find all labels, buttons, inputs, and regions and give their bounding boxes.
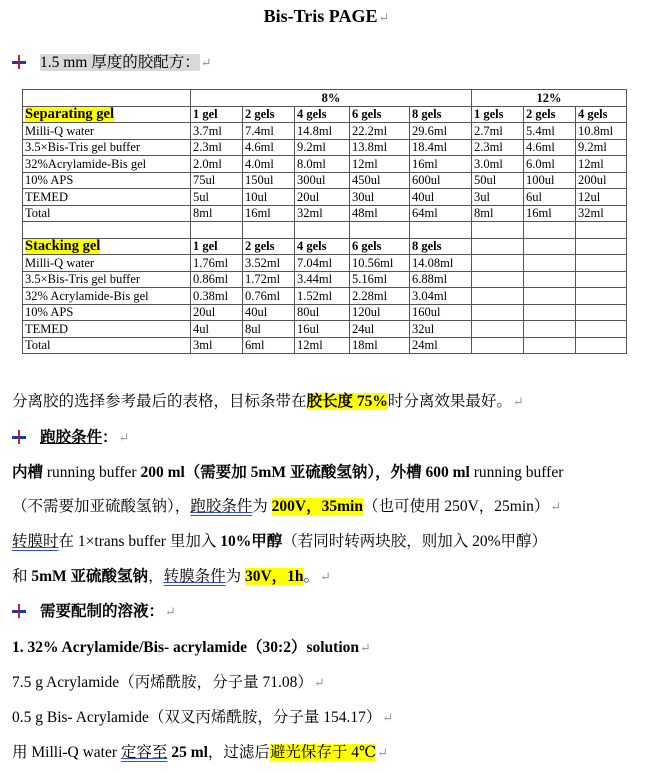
table-cell: 4.6ml bbox=[524, 139, 576, 156]
table-cell: 0.76ml bbox=[243, 288, 295, 305]
column-header: 2 gels bbox=[243, 238, 295, 255]
table-cell: 2.7ml bbox=[472, 123, 524, 140]
table-cell: 75ul bbox=[191, 172, 243, 189]
table-cell: 12ul bbox=[576, 189, 627, 206]
table-cell: 3ml bbox=[191, 337, 243, 354]
column-header: 1 gel bbox=[191, 238, 243, 255]
solution-line-4: 用 Milli-Q water 定容至 25 ml，过滤后避光保存于 4℃↵ bbox=[12, 744, 389, 761]
column-header: 8 gels bbox=[410, 238, 472, 255]
column-header: 6 gels bbox=[350, 238, 410, 255]
table-cell: 6.88ml bbox=[410, 271, 472, 288]
table-row bbox=[23, 90, 627, 107]
table-cell: 16ml bbox=[243, 205, 295, 222]
group-header-12: 12% bbox=[472, 90, 627, 107]
table-cell bbox=[524, 337, 576, 354]
column-header: 8 gels bbox=[410, 106, 472, 123]
column-header bbox=[472, 238, 524, 255]
separating-gel-label: Separating gel bbox=[25, 106, 115, 123]
column-header: 1 gels bbox=[472, 106, 524, 123]
stacking-header-row bbox=[23, 238, 627, 255]
table-row bbox=[23, 304, 627, 321]
run-line-2: （不需要加亚硫酸氢钠），跑胶条件为 200V，35min（也可使用 250V，25min）↵ bbox=[12, 498, 562, 515]
table-cell bbox=[472, 304, 524, 321]
table-cell: 8ml bbox=[472, 205, 524, 222]
table-cell: 16ul bbox=[295, 321, 350, 338]
reagent-name: 3.5×Bis-Tris gel buffer bbox=[23, 271, 191, 288]
table-cell: 7.4ml bbox=[243, 123, 295, 140]
table-cell: 9.2ml bbox=[295, 139, 350, 156]
table-cell bbox=[472, 288, 524, 305]
table-row bbox=[23, 222, 627, 239]
table-row bbox=[23, 189, 627, 206]
table-cell: 3.44ml bbox=[295, 271, 350, 288]
table-cell: 200ul bbox=[576, 172, 627, 189]
table-cell bbox=[576, 337, 627, 354]
reagent-name: 10% APS bbox=[23, 304, 191, 321]
reagent-name: 10% APS bbox=[23, 172, 191, 189]
table-cell: 1.72ml bbox=[243, 271, 295, 288]
table-cell bbox=[472, 255, 524, 272]
table-cell: 600ul bbox=[410, 172, 472, 189]
table-cell: 2.28ml bbox=[350, 288, 410, 305]
table-cell bbox=[576, 321, 627, 338]
table-cell: 20ul bbox=[191, 304, 243, 321]
table-row bbox=[23, 321, 627, 338]
table-cell bbox=[524, 321, 576, 338]
table-cell: 6ul bbox=[524, 189, 576, 206]
column-header: 4 gels bbox=[295, 106, 350, 123]
reagent-name: 3.5×Bis-Tris gel buffer bbox=[23, 139, 191, 156]
column-header bbox=[576, 238, 627, 255]
gel-recipe-table bbox=[22, 89, 627, 354]
table-row bbox=[23, 205, 627, 222]
table-cell: 4.0ml bbox=[243, 156, 295, 173]
table-cell: 80ul bbox=[295, 304, 350, 321]
table-cell: 8.0ml bbox=[295, 156, 350, 173]
column-header: 1 gel bbox=[191, 106, 243, 123]
bullet-icon bbox=[12, 430, 26, 444]
table-cell: 16ml bbox=[410, 156, 472, 173]
table-cell: 3.7ml bbox=[191, 123, 243, 140]
note-paragraph: 分离胶的选择参考最后的表格，目标条带在胶长度 75%时分离效果最好。↵ bbox=[12, 393, 524, 410]
separating-header-row bbox=[23, 106, 627, 123]
table-cell: 3.52ml bbox=[243, 255, 295, 272]
stacking-gel-label: Stacking gel bbox=[25, 238, 101, 255]
bullet-icon bbox=[12, 55, 26, 69]
table-cell: 8ul bbox=[243, 321, 295, 338]
table-cell: 40ul bbox=[243, 304, 295, 321]
table-cell: 12ml bbox=[350, 156, 410, 173]
table-cell: 1.52ml bbox=[295, 288, 350, 305]
table-cell: 0.86ml bbox=[191, 271, 243, 288]
table-cell bbox=[472, 321, 524, 338]
column-header: 4 gels bbox=[576, 106, 627, 123]
table-cell: 10ul bbox=[243, 189, 295, 206]
table-cell: 12ml bbox=[576, 156, 627, 173]
table-cell: 13.8ml bbox=[350, 139, 410, 156]
table-cell bbox=[576, 288, 627, 305]
table-cell: 24ul bbox=[350, 321, 410, 338]
table-cell bbox=[576, 255, 627, 272]
table-cell bbox=[524, 288, 576, 305]
table-row bbox=[23, 337, 627, 354]
table-cell: 64ml bbox=[410, 205, 472, 222]
table-cell: 120ul bbox=[350, 304, 410, 321]
table-cell: 7.04ml bbox=[295, 255, 350, 272]
section-heading-solutions: 需要配制的溶液：↵ bbox=[12, 599, 176, 621]
reagent-name: Total bbox=[23, 205, 191, 222]
table-cell: 18.4ml bbox=[410, 139, 472, 156]
table-cell bbox=[576, 304, 627, 321]
table-cell: 6.0ml bbox=[524, 156, 576, 173]
table-cell: 4ul bbox=[191, 321, 243, 338]
solution-line-1: 1. 32% Acrylamide/Bis- acrylamide（30:2）solution↵ bbox=[12, 639, 371, 656]
table-cell: 2.0ml bbox=[191, 156, 243, 173]
table-cell: 1.76ml bbox=[191, 255, 243, 272]
table-row bbox=[23, 172, 627, 189]
table-cell: 5ul bbox=[191, 189, 243, 206]
column-header: 2 gels bbox=[243, 106, 295, 123]
table-cell: 0.38ml bbox=[191, 288, 243, 305]
column-header: 6 gels bbox=[350, 106, 410, 123]
table-cell: 10.8ml bbox=[576, 123, 627, 140]
table-cell: 5.16ml bbox=[350, 271, 410, 288]
table-cell bbox=[524, 255, 576, 272]
table-cell: 9.2ml bbox=[576, 139, 627, 156]
table-cell: 48ml bbox=[350, 205, 410, 222]
solution-line-3: 0.5 g Bis- Acrylamide（双叉丙烯酰胺，分子量 154.17）↵ bbox=[12, 709, 394, 726]
table-cell: 3.0ml bbox=[472, 156, 524, 173]
stacking-gel-body bbox=[23, 255, 627, 354]
table-cell: 32ul bbox=[410, 321, 472, 338]
table-cell bbox=[576, 271, 627, 288]
table-cell: 6ml bbox=[243, 337, 295, 354]
table-cell: 32ml bbox=[576, 205, 627, 222]
reagent-name: Milli-Q water bbox=[23, 255, 191, 272]
table-cell: 100ul bbox=[524, 172, 576, 189]
table-cell: 160ul bbox=[410, 304, 472, 321]
run-line-4: 和 5mM 亚硫酸氢钠，转膜条件为 30V，1h。↵ bbox=[12, 568, 331, 585]
column-header: 2 gels bbox=[524, 106, 576, 123]
table-cell: 18ml bbox=[350, 337, 410, 354]
table-row bbox=[23, 123, 627, 140]
table-cell: 29.6ml bbox=[410, 123, 472, 140]
table-row bbox=[23, 156, 627, 173]
table-cell: 22.2ml bbox=[350, 123, 410, 140]
table-row bbox=[23, 255, 627, 272]
table-cell: 10.56ml bbox=[350, 255, 410, 272]
table-cell: 16ml bbox=[524, 205, 576, 222]
separating-gel-body bbox=[23, 123, 627, 222]
table-cell: 8ml bbox=[191, 205, 243, 222]
section-heading-run: 跑胶条件：↵ bbox=[12, 425, 129, 447]
table-cell bbox=[472, 337, 524, 354]
table-cell: 14.8ml bbox=[295, 123, 350, 140]
table-cell: 24ml bbox=[410, 337, 472, 354]
table-cell: 4.6ml bbox=[243, 139, 295, 156]
solution-line-2: 7.5 g Acrylamide（丙烯酰胺，分子量 71.08）↵ bbox=[12, 674, 325, 691]
table-row bbox=[23, 139, 627, 156]
run-line-1: 内槽 running buffer 200 ml（需要加 5mM 亚硫酸氢钠），外槽 600 ml running buffer bbox=[12, 464, 564, 481]
table-cell: 3ul bbox=[472, 189, 524, 206]
table-cell bbox=[524, 271, 576, 288]
table-cell bbox=[524, 304, 576, 321]
table-cell: 3.04ml bbox=[410, 288, 472, 305]
table-cell: 300ul bbox=[295, 172, 350, 189]
table-cell: 12ml bbox=[295, 337, 350, 354]
table-cell: 30ul bbox=[350, 189, 410, 206]
table-cell: 2.3ml bbox=[191, 139, 243, 156]
reagent-name: 32%Acrylamide-Bis gel bbox=[23, 156, 191, 173]
table-row bbox=[23, 271, 627, 288]
run-line-3: 转膜时在 1×trans buffer 里加入 10%甲醇（若同时转两块胶，则加入 20%甲醇） bbox=[12, 533, 548, 550]
group-header-8: 8% bbox=[191, 90, 472, 107]
table-cell bbox=[472, 271, 524, 288]
table-cell: 50ul bbox=[472, 172, 524, 189]
table-cell: 2.3ml bbox=[472, 139, 524, 156]
table-cell: 14.08ml bbox=[410, 255, 472, 272]
reagent-name: 32% Acrylamide-Bis gel bbox=[23, 288, 191, 305]
page-title: Bis-Tris PAGE↵ bbox=[263, 6, 390, 26]
table-cell: 5.4ml bbox=[524, 123, 576, 140]
reagent-name: Milli-Q water bbox=[23, 123, 191, 140]
table-cell: 450ul bbox=[350, 172, 410, 189]
section-heading-recipe: 1.5 mm 厚度的胶配方：↵ bbox=[12, 50, 212, 72]
table-cell: 32ml bbox=[295, 205, 350, 222]
bullet-icon bbox=[12, 604, 26, 618]
table-cell: 150ul bbox=[243, 172, 295, 189]
table-cell: 20ul bbox=[295, 189, 350, 206]
table-row bbox=[23, 288, 627, 305]
column-header: 4 gels bbox=[295, 238, 350, 255]
reagent-name: TEMED bbox=[23, 321, 191, 338]
table-cell: 40ul bbox=[410, 189, 472, 206]
column-header bbox=[524, 238, 576, 255]
reagent-name: TEMED bbox=[23, 189, 191, 206]
reagent-name: Total bbox=[23, 337, 191, 354]
